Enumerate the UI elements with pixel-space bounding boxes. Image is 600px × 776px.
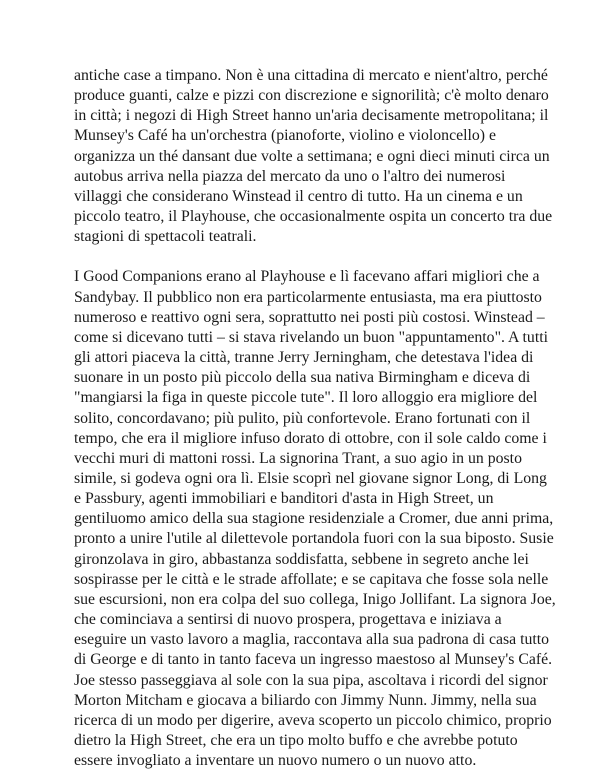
text-line: piccolo teatro, il Playhouse, che occasionalmente ospita un concerto tra due [74, 208, 553, 226]
text-line: dietro la High Street, che era un tipo molto buffo e che avrebbe potuto [74, 732, 518, 749]
text-line: essere invogliato a inventare un nuovo numero o un nuovo atto. [74, 752, 477, 770]
text-line: autobus arriva nella piazza del mercato da uno o l'altro dei numerosi [74, 167, 506, 185]
text-line: in città; i negozi di High Street hanno un'aria decisamente metropolitana; il [74, 107, 549, 125]
text-line: Sandybay. Il pubblico non era particolarmente entusiasta, ma era piuttosto [74, 288, 542, 306]
text-line: produce guanti, calze e pizzi con discrezione e signorilità; c'è molto denaro [74, 87, 549, 105]
text-line: Joe stesso passeggiava al sole con la sua pipa, ascoltava i ricordi del signor [74, 671, 548, 689]
text-line: antiche case a timpano. Non è una cittadina di mercato e nient'altro, perché [74, 67, 548, 84]
text-line: numeroso e reattivo ogni sera, soprattutto nei posti più costosi. Winstead – [74, 308, 545, 326]
document-page [74, 66, 556, 771]
text-line: pronto a unire l'utile al dilettevole portandola fuori con la sua biposto. Susie [74, 530, 554, 548]
text-line: solito, concordavano; più pulito, più confortevole. Erano fortunati con il [74, 409, 531, 427]
text-line: Munsey's Café ha un'orchestra (pianoforte, violino e violoncello) e [74, 127, 496, 145]
paragraph-2 [74, 267, 556, 771]
text-line: gentiluomo amico della sua stagione residenziale a Cromer, due anni prima, [74, 510, 554, 528]
text-line: e Passbury, agenti immobiliari e banditori d'asta in High Street, un [74, 490, 494, 508]
text-line: gli attori piaceva la città, tranne Jerry Jerningham, che detestava l'idea di [74, 349, 534, 367]
text-line: eseguire un vasto lavoro a maglia, raccontava alla sua padrona di casa tutto [74, 631, 550, 649]
text-line: gironzolava in giro, abbastanza soddisfatta, sebbene in segreto anche lei [74, 550, 529, 568]
text-line: sospirasse per le città e le strade affollate; e se capitava che fosse sola nelle [74, 570, 549, 588]
text-line: che cominciava a sentirsi di nuovo prospera, progettava e iniziava a [74, 611, 502, 629]
text-line: come si dicevano tutti – si stava rivelando un buon "appuntamento". A tutti [74, 328, 548, 346]
paragraph-1 [74, 66, 553, 247]
text-line: vecchi muri di mattoni rossi. La signorina Trant, a suo agio in un posto [74, 449, 522, 467]
text-line: stagioni di spettacoli teatrali. [74, 228, 257, 246]
text-line: I Good Companions erano al Playhouse e lì facevano affari migliori che a [74, 268, 540, 286]
text-line: suonare in un posto più piccolo della sua nativa Birmingham e diceva di [74, 369, 531, 387]
paragraph-spacer [74, 247, 534, 267]
text-line: villaggi che considerano Winstead il centro di tutto. Ha un cinema e un [74, 187, 523, 205]
text-line: Morton Mitcham e giocava a biliardo con Jimmy Nunn. Jimmy, nella sua [74, 691, 537, 709]
text-line: sue escursioni, non era colpa del suo collega, Inigo Jollifant. La signora Joe, [74, 590, 556, 608]
text-line: tempo, che era il migliore infuso dorato di ottobre, con il sole caldo come i [74, 429, 547, 447]
text-line: ricerca di un modo per digerire, aveva scoperto un piccolo chimico, proprio [74, 711, 552, 729]
text-line: di George e di tanto in tanto faceva un ingresso maestoso al Munsey's Café. [74, 651, 553, 669]
text-line: "mangiarsi la figa in queste piccole tute". Il loro alloggio era migliore del [74, 389, 538, 407]
text-line: organizza un thé dansant due volte a settimana; e ogni dieci minuti circa un [74, 147, 550, 165]
text-line: simile, si godeva ogni ora lì. Elsie scoprì nel giovane signor Long, di Long [74, 469, 547, 487]
